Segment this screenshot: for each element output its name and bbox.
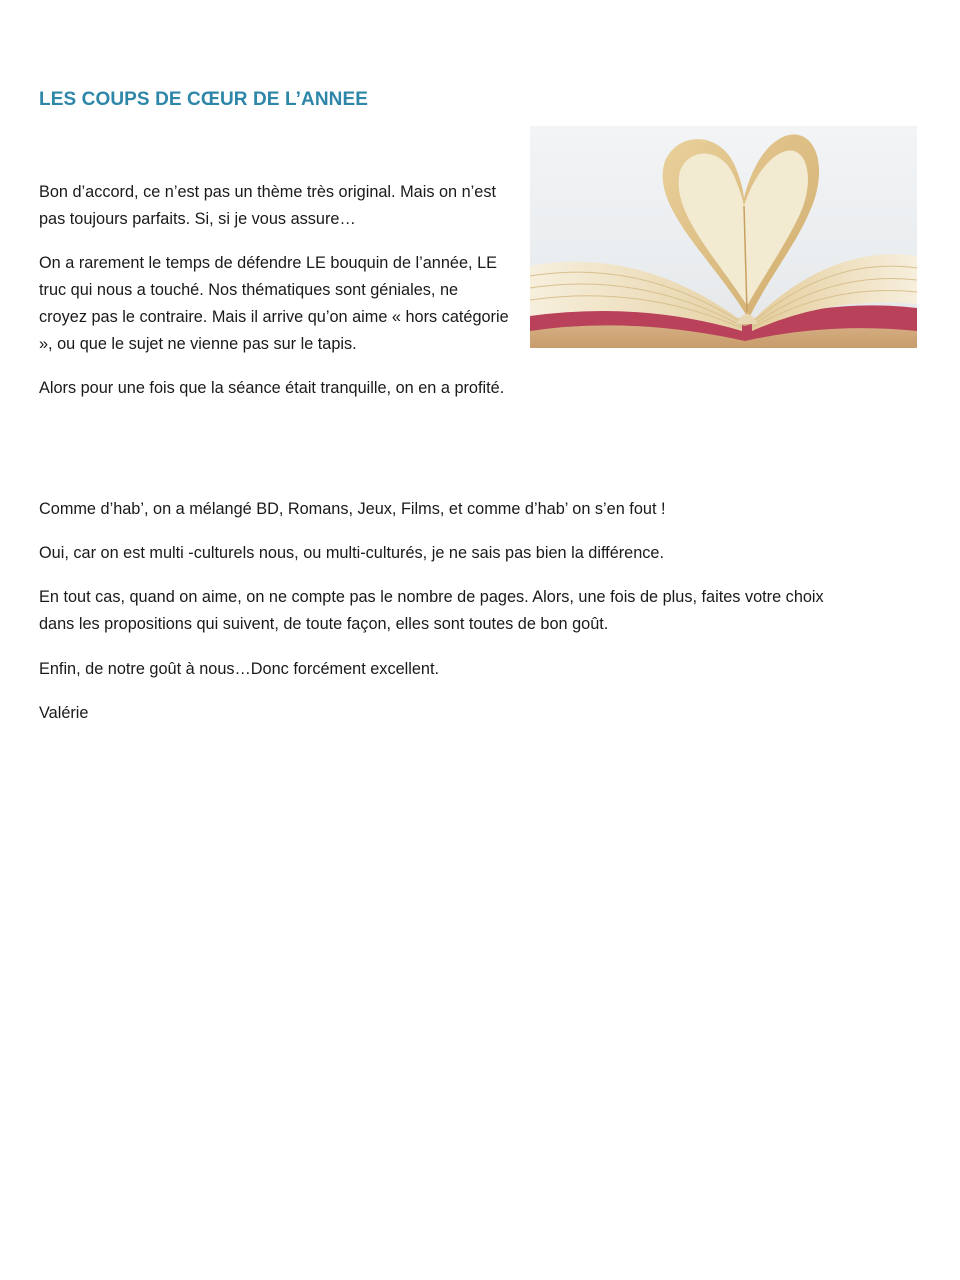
- intro-paragraph-2: On a rarement le temps de défendre LE bouquin de l’année, LE truc qui nous a touché. Nos thématiques sont géniales, ne croyez pas le contraire. Mais il arrive qu’on aime « hors catégorie », ou que le sujet ne vienne pas sur le tapis.: [39, 254, 509, 353]
- signature: Valérie: [39, 704, 89, 722]
- body-paragraph-4: Enfin, de notre goût à nous…Donc forcément excellent.: [39, 660, 440, 678]
- intro-paragraph-3: Alors pour une fois que la séance était tranquille, on en a profité.: [39, 379, 505, 397]
- body-paragraph-2: Oui, car on est multi -culturels nous, ou multi-culturés, je ne sais pas bien la différence.: [39, 544, 665, 562]
- body-text: [39, 496, 839, 744]
- open-book-heart-photo: [530, 126, 917, 348]
- body-paragraph-3: En tout cas, quand on aime, on ne compte pas le nombre de pages. Alors, une fois de plus, faites votre choix dans les propositions qui suivent, de toute façon, elles sont toutes de bon goût.: [39, 588, 824, 633]
- intro-text-column: [39, 179, 509, 419]
- page-title: LES COUPS DE CŒUR DE L’ANNEE: [39, 89, 369, 110]
- body-paragraph-1: Comme d’hab’, on a mélangé BD, Romans, Jeux, Films, et comme d’hab’ on s’en fout !: [39, 500, 666, 518]
- intro-paragraph-1: Bon d’accord, ce n’est pas un thème très original. Mais on n’est pas toujours parfaits. Si, si je vous assure…: [39, 183, 497, 228]
